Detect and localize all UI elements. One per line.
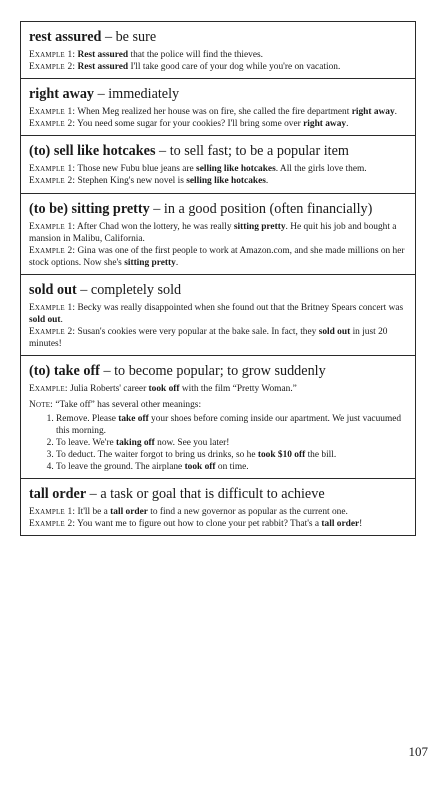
idiom-headline xyxy=(29,85,407,103)
example-sentence xyxy=(29,118,407,130)
idiom-list xyxy=(20,22,416,536)
idiom-highlight: selling like hotcakes xyxy=(196,164,276,175)
idiom-highlight: took $10 off xyxy=(257,449,306,460)
idiom-highlight: Rest assured xyxy=(77,62,129,73)
text-run: Those new Fubu blue jeans are xyxy=(75,164,197,175)
text-run: You want me to figure out how to clone your pet rabbit? That's a xyxy=(75,519,322,530)
idiom-headline xyxy=(29,200,407,218)
text-run: now. See you later! xyxy=(154,437,230,448)
idiom-entry xyxy=(20,21,416,79)
text-run: Julia Roberts' career xyxy=(67,384,149,395)
text-run: that the police will find the thieves. xyxy=(128,50,263,60)
text-run: You need some sugar for your cookies? I'll bring some over xyxy=(75,119,304,130)
text-run: . xyxy=(265,176,269,187)
idiom-entry xyxy=(20,355,416,479)
text-run: Stephen King's new novel is xyxy=(75,176,187,187)
note-text: “Take off” has several other meanings: xyxy=(52,400,202,411)
example-sentence xyxy=(29,221,407,245)
idiom-highlight: tall order xyxy=(321,519,360,530)
text-run: . xyxy=(394,107,398,118)
idiom-highlight: sold out xyxy=(29,315,61,326)
text-run: I'll take good care of your dog while you're on vacation. xyxy=(128,62,341,73)
idiom-entry xyxy=(20,274,416,356)
text-run: in just 20 minutes! xyxy=(29,327,388,350)
example-label: Example 1: xyxy=(29,506,76,517)
example-label: Example 1: xyxy=(29,107,76,118)
idiom-highlight: right away xyxy=(351,107,395,118)
example-sentence xyxy=(29,245,407,269)
text-run: to find a new governor as popular as the current one. xyxy=(147,506,348,517)
example-label: Example 2: xyxy=(29,119,76,130)
idiom-headline xyxy=(29,485,407,503)
text-run: When Meg realized her house was on fire, she called the fire department xyxy=(75,107,352,118)
text-run: After Chad won the lottery, he was really xyxy=(75,221,234,232)
entries-container xyxy=(20,21,416,536)
text-run: on time. xyxy=(215,461,249,472)
list-item xyxy=(56,413,407,437)
idiom-entry xyxy=(20,78,416,136)
example-label: Example 1: xyxy=(29,302,76,313)
idiom-headline xyxy=(29,142,407,160)
example-label: Example 2: xyxy=(29,176,76,187)
example-sentence xyxy=(29,49,407,61)
example-label: Example 1: xyxy=(29,221,76,232)
page-number: 107 xyxy=(408,744,428,759)
text-run: . He quit his job and bought a mansion in Malibu, California. xyxy=(29,221,397,244)
list-item xyxy=(56,437,407,449)
example-label: Example 2: xyxy=(29,245,76,256)
list-item xyxy=(56,461,407,473)
text-run: To leave. We're xyxy=(56,437,116,448)
note-label: Note: xyxy=(29,400,53,411)
idiom-term: (to) take off xyxy=(29,363,100,380)
idiom-highlight: took off xyxy=(148,384,180,395)
example-sentence xyxy=(29,163,407,175)
text-run: Susan's cookies were very popular at the bake sale. In fact, they xyxy=(75,327,319,338)
idiom-headline xyxy=(29,362,407,380)
idiom-entry xyxy=(20,135,416,193)
idiom-highlight: right away xyxy=(303,119,347,130)
text-run: It'll be a xyxy=(75,506,111,517)
example-sentence xyxy=(29,302,407,326)
idiom-definition: – to become popular; to grow suddenly xyxy=(99,363,326,380)
example-label: Example 1: xyxy=(29,164,76,175)
idiom-highlight: sold out xyxy=(318,327,351,338)
text-run: with the film “Pretty Woman.” xyxy=(179,384,297,395)
example-label: Example 1: xyxy=(29,50,76,60)
idiom-highlight: taking off xyxy=(115,437,155,448)
text-run: To leave the ground. The airplane xyxy=(56,461,185,472)
idiom-definition: – a task or goal that is difficult to achieve xyxy=(86,485,325,502)
text-run: the bill. xyxy=(305,449,337,460)
text-run: ! xyxy=(359,519,363,530)
example-sentence xyxy=(29,506,407,518)
idiom-headline xyxy=(29,28,407,46)
example-sentence xyxy=(29,61,407,73)
example-sentence xyxy=(29,383,407,395)
text-run: . All the girls love them. xyxy=(275,164,367,175)
example-label: Example: xyxy=(29,384,68,395)
list-item xyxy=(56,449,407,461)
text-run: . xyxy=(346,119,349,130)
idiom-definition: – to sell fast; to be a popular item xyxy=(155,143,349,160)
text-run: . xyxy=(175,257,179,268)
idiom-definition: – in a good position (often financially) xyxy=(149,200,373,217)
idiom-term: (to be) sitting pretty xyxy=(29,200,150,217)
meanings-list xyxy=(29,413,407,473)
example-label: Example 2: xyxy=(29,62,76,73)
idiom-term: right away xyxy=(29,86,95,103)
note xyxy=(29,399,407,411)
idiom-entry xyxy=(20,193,416,275)
example-sentence xyxy=(29,518,407,530)
text-run: your shoes before coming inside our apartment. We just vacuumed this morning. xyxy=(56,413,402,436)
example-label: Example 2: xyxy=(29,519,76,530)
idiom-term: tall order xyxy=(29,485,87,502)
idiom-highlight: sitting pretty xyxy=(233,221,286,232)
text-run: To deduct. The waiter forgot to bring us drinks, so he xyxy=(56,449,258,460)
text-run: . xyxy=(60,315,63,326)
idiom-highlight: Rest assured xyxy=(77,50,129,60)
idiom-highlight: tall order xyxy=(110,506,148,517)
idiom-highlight: sitting pretty xyxy=(124,257,176,268)
text-run: Becky was really disappointed when she found out that the Britney Spears concert was xyxy=(75,302,404,313)
idiom-entry xyxy=(20,478,416,536)
idiom-definition: – be sure xyxy=(101,29,157,45)
example-sentence xyxy=(29,175,407,187)
example-sentence xyxy=(29,106,407,118)
idiom-term: sold out xyxy=(29,281,77,298)
idiom-highlight: take off xyxy=(118,413,149,424)
idiom-definition: – completely sold xyxy=(76,281,182,298)
text-run: Remove. Please xyxy=(56,413,119,424)
idiom-term: rest assured xyxy=(29,29,102,45)
idiom-definition: – immediately xyxy=(94,86,180,103)
example-sentence xyxy=(29,326,407,350)
text-run: Gina was one of the first people to work at Amazon.com, and she made millions on her stock options. Now she's xyxy=(29,245,405,268)
idiom-highlight: selling like hotcakes xyxy=(186,176,266,187)
idiom-highlight: took off xyxy=(184,461,216,472)
idiom-term: (to) sell like hotcakes xyxy=(29,143,156,160)
example-label: Example 2: xyxy=(29,327,76,338)
idiom-headline xyxy=(29,281,407,299)
